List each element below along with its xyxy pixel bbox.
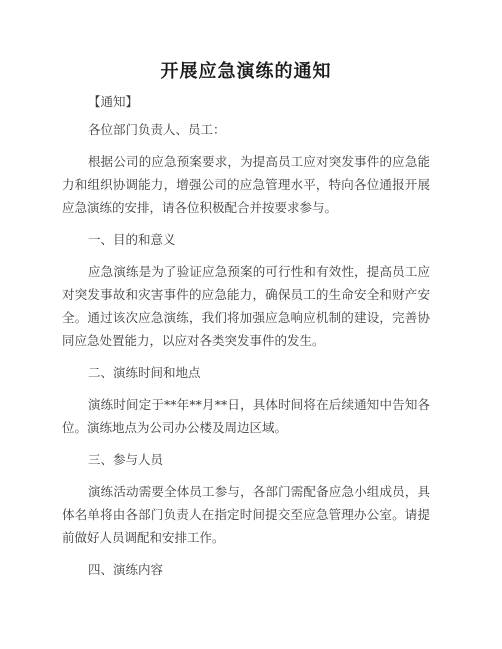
section-body-participants: 演练活动需要全体员工参与，各部门需配备应急小组成员，具体名单将由各部门负责人在指定时间提交至应急管理办公室。请提前做好人员调配和安排工作。 <box>62 484 430 545</box>
section-body-time-place: 演练时间定于**年**月**日，具体时间将在后续通知中告知各位。演练地点为公司办公楼及周边区域。 <box>62 397 430 435</box>
section-body-purpose: 应急演练是为了验证应急预案的可行性和有效性，提高员工应对突发事故和灾害事件的应急能力，确保员工的生命安全和财产安全。通过该次应急演练，我们将加强应急响应机制的建设，完善协同应急处置能力，以应对各类突发事件的发生。 <box>62 264 430 348</box>
greeting: 各位部门负责人、员工： <box>88 122 226 137</box>
section-heading-time-place: 二、演练时间和地点 <box>88 365 201 380</box>
notice-tag: 【通知】 <box>88 94 139 109</box>
intro-paragraph: 根据公司的应急预案要求，为提高员工应对突发事件的应急能力和组织协调能力，增强公司的应急管理水平，特向各位通报开展应急演练的安排，请各位积极配合并按要求参与。 <box>62 154 430 215</box>
section-heading-content: 四、演练内容 <box>88 562 164 577</box>
document-title: 开展应急演练的通知 <box>160 61 332 82</box>
section-heading-purpose: 一、目的和意义 <box>88 232 176 247</box>
section-heading-participants: 三、参与人员 <box>88 452 164 467</box>
